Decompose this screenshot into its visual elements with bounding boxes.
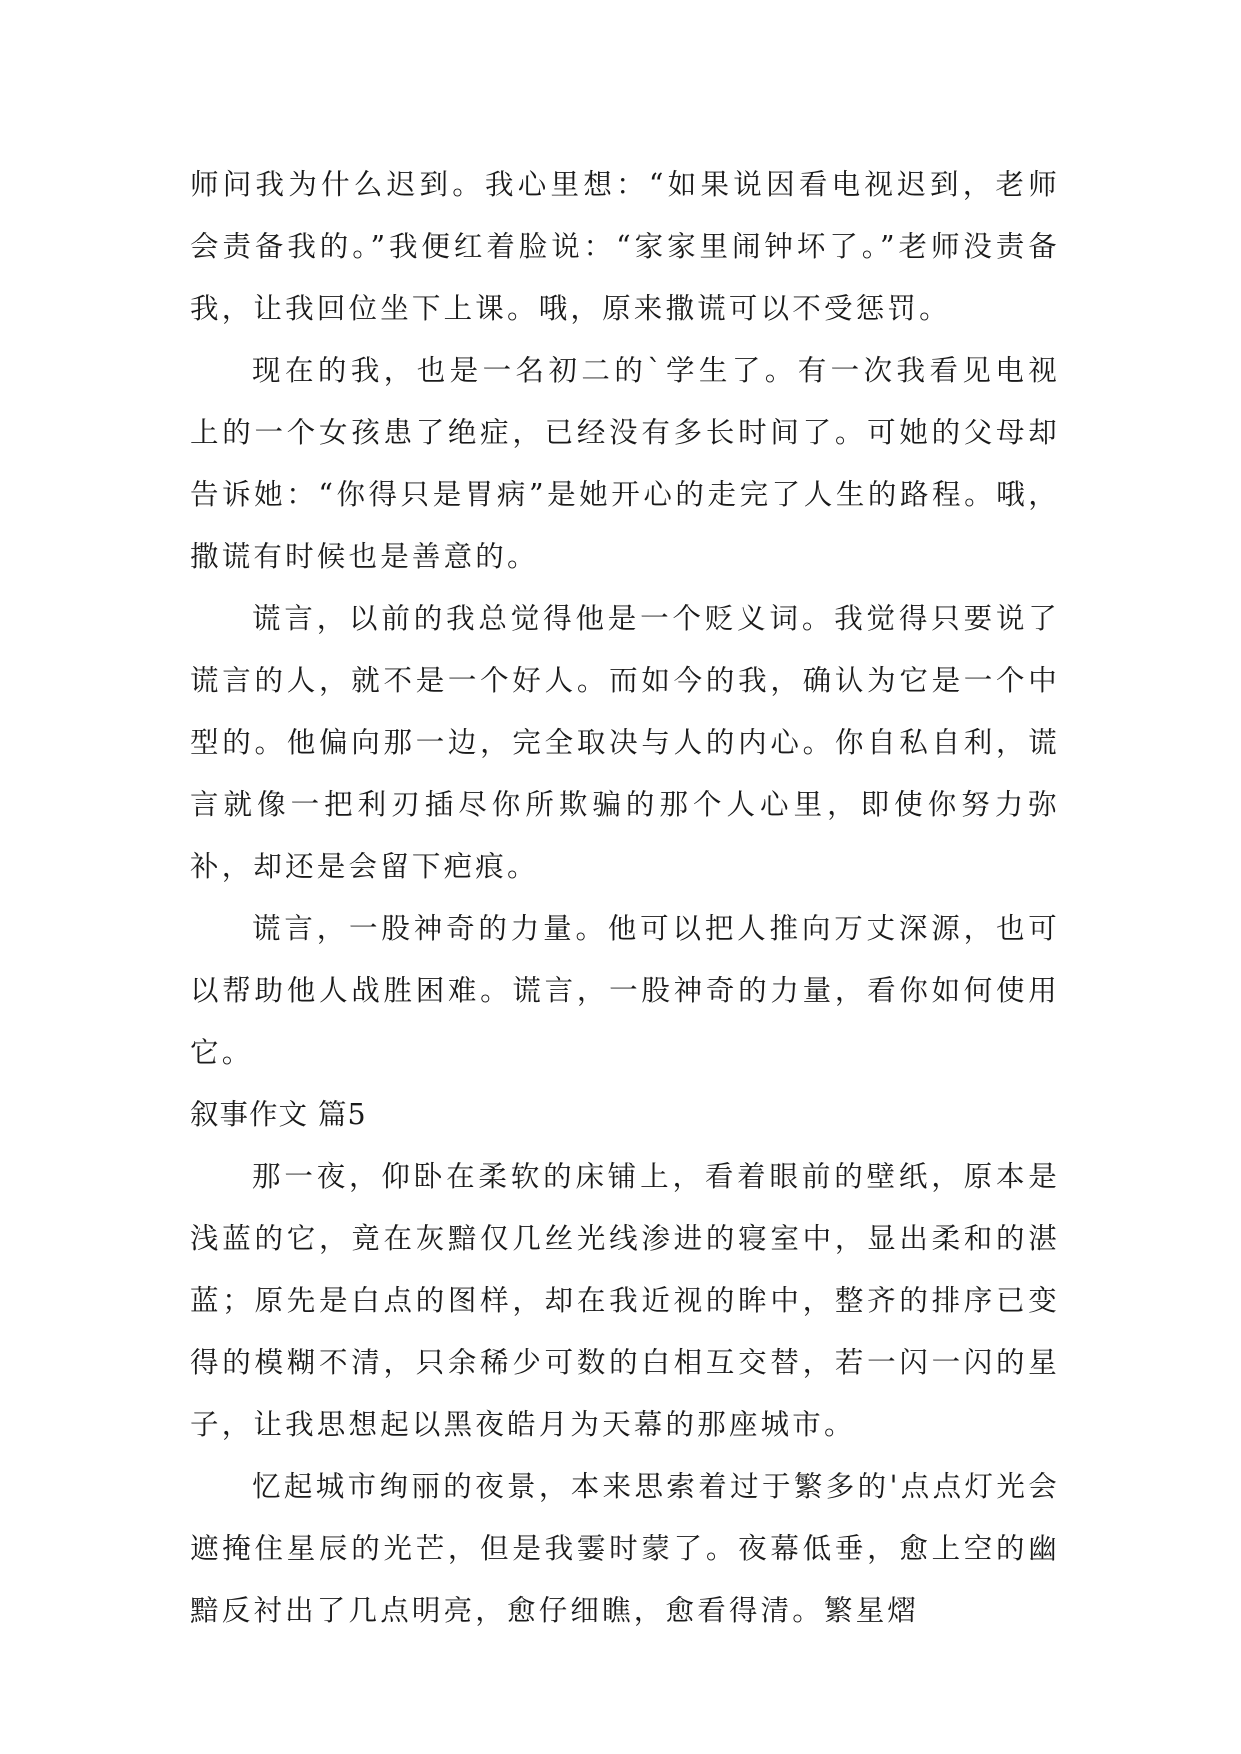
document-body [190,154,1060,1642]
paragraph-5: 那一夜，仰卧在柔软的床铺上，看着眼前的壁纸，原本是浅蓝的它，竟在灰黯仅几丝光线渗进的寝室中，显出柔和的湛蓝；原先是白点的图样，却在我近视的眸中，整齐的排序已变得的模糊不清，只余稀少可数的白相互交替，若一闪一闪的星子，让我思想起以黑夜皓月为天幕的那座城市。 [190,1160,1060,1441]
paragraph-6: 忆起城市绚丽的夜景，本来思索着过于繁多的'点点灯光会遮掩住星辰的光芒，但是我霎时蒙了。夜幕低垂，愈上空的幽黯反衬出了几点明亮，愈仔细瞧，愈看得清。繁星熠 [190,1470,1060,1627]
section-heading: 叙事作文 篇5 [190,1098,367,1131]
paragraph-4: 谎言，一股神奇的力量。他可以把人推向万丈深源，也可以帮助他人战胜困难。谎言，一股神奇的力量，看你如何使用它。 [190,912,1060,1069]
paragraph-3: 谎言，以前的我总觉得他是一个贬义词。我觉得只要说了谎言的人，就不是一个好人。而如今的我，确认为它是一个中型的。他偏向那一边，完全取决与人的内心。你自私自利，谎言就像一把利刃插尽你所欺骗的那个人心里，即使你努力弥补，却还是会留下疤痕。 [190,602,1060,883]
paragraph-1: 师问我为什么迟到。我心里想：“如果说因看电视迟到，老师会责备我的。”我便红着脸说：“家家里闹钟坏了。”老师没责备我，让我回位坐下上课。哦，原来撒谎可以不受惩罚。 [190,168,1060,325]
paragraph-2: 现在的我，也是一名初二的`学生了。有一次我看见电视上的一个女孩患了绝症，已经没有多长时间了。可她的父母却告诉她：“你得只是胃病”是她开心的走完了人生的路程。哦，撒谎有时候也是善意的。 [190,354,1060,573]
